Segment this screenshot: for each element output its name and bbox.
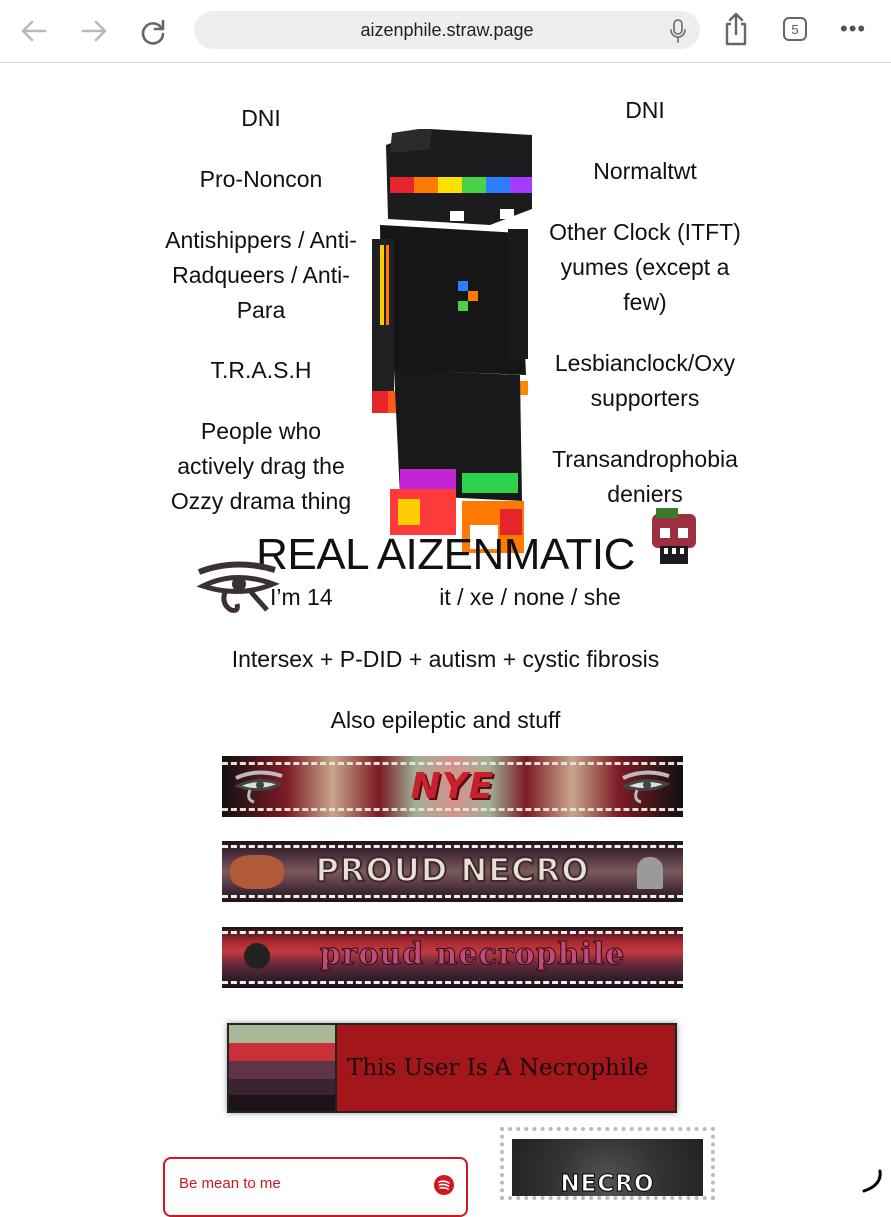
profile-title: REAL AIZENMATIC: [256, 530, 635, 579]
banner-stitch: [222, 845, 683, 848]
share-button[interactable]: [719, 12, 753, 46]
dni-right-item: Lesbianclock/Oxy supporters: [554, 350, 736, 411]
music-card[interactable]: [163, 1157, 468, 1217]
dni-left-item: People who actively drag the Ozzy drama thing: [170, 418, 352, 514]
music-card-title: Be mean to me: [179, 1175, 281, 1192]
banner-nye-label: NYE: [410, 766, 495, 807]
reload-icon: [138, 16, 168, 46]
pronouns-text: it / xe / none / she: [439, 584, 621, 610]
address-bar[interactable]: [194, 11, 700, 49]
extra-text: Also epileptic and stuff: [330, 707, 561, 733]
age-text: I’m 14: [270, 584, 333, 610]
banner-proud-necro-label: PROUD NECRO: [315, 851, 590, 889]
stamp-text: NECRO: [560, 1171, 655, 1197]
necro-stamp: [500, 1127, 715, 1200]
share-icon: [721, 11, 751, 47]
eye-of-horus-icon: [232, 770, 286, 804]
dni-right-item: Transandrophobia deniers: [552, 446, 738, 507]
dni-right-item: Normaltwt: [593, 158, 697, 184]
dni-right-heading: DNI: [625, 97, 665, 123]
userbox: [227, 1023, 677, 1113]
banner-stitch: [222, 981, 683, 984]
userbox-flag: [229, 1025, 337, 1111]
dni-left-item: Pro-Noncon: [199, 166, 323, 192]
eye-of-horus-icon: [195, 558, 281, 614]
more-menu-button[interactable]: •••: [840, 16, 867, 41]
banner-stitch: [222, 762, 683, 765]
browser-toolbar: [0, 0, 891, 63]
loading-spinner-icon: [858, 1167, 886, 1195]
forward-arrow-icon: [79, 16, 109, 46]
dni-left-item: T.R.A.S.H: [210, 357, 312, 383]
back-arrow-icon: [19, 16, 49, 46]
url-text: aizenphile.straw.page: [360, 20, 534, 40]
forward-button[interactable]: [77, 14, 111, 48]
banner-stitch: [222, 931, 683, 934]
dni-left-heading: DNI: [241, 105, 281, 131]
banner-stitch: [222, 895, 683, 898]
page-content: [0, 63, 891, 1200]
back-button[interactable]: [17, 14, 51, 48]
tab-count-button[interactable]: 5: [783, 17, 807, 41]
minecraft-skin-image: [370, 129, 540, 563]
banner-proud-necrophile-label: proud necrophile: [319, 937, 626, 972]
banner-stitch: [222, 808, 683, 811]
dni-right-item: Other Clock (ITFT) yumes (except a few): [549, 219, 741, 315]
spotify-icon[interactable]: [434, 1175, 454, 1195]
dni-left-item: Antishippers / Anti-Radqueers / Anti-Para: [165, 227, 357, 323]
skull-icon: [646, 506, 702, 570]
userbox-text: This User Is A Necrophile: [347, 1055, 649, 1081]
banner-proud-necrophile: [222, 927, 683, 988]
banner-nye: [222, 756, 683, 817]
reload-button[interactable]: [136, 14, 170, 48]
eye-of-horus-icon: [619, 770, 673, 804]
banner-proud-necro: [222, 841, 683, 902]
microphone-icon[interactable]: [670, 19, 686, 43]
identity-text: Intersex + P-DID + autism + cystic fibrosis: [231, 646, 660, 672]
